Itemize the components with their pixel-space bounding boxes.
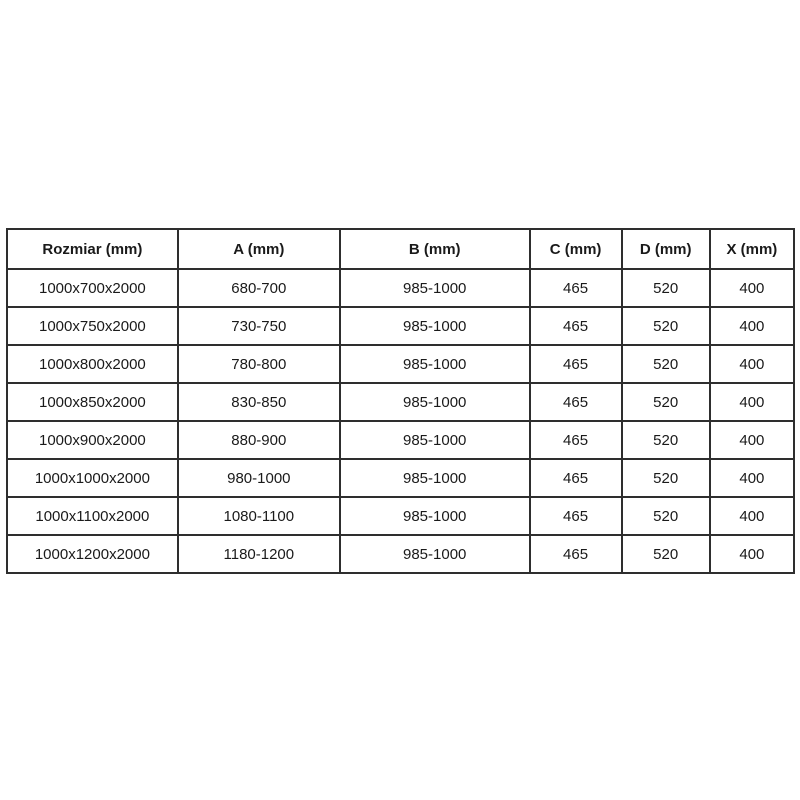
table-cell: 1000x700x2000 — [7, 269, 178, 307]
table-body — [7, 269, 794, 573]
table-cell: 985-1000 — [340, 459, 530, 497]
table-row — [7, 269, 794, 307]
table-cell: 1080-1100 — [178, 497, 340, 535]
table-cell: 880-900 — [178, 421, 340, 459]
table-cell: 1000x1200x2000 — [7, 535, 178, 573]
table-cell: 400 — [710, 497, 794, 535]
table-row — [7, 421, 794, 459]
table-row — [7, 307, 794, 345]
header-row — [7, 229, 794, 269]
table-cell: 985-1000 — [340, 421, 530, 459]
table-cell: 1000x900x2000 — [7, 421, 178, 459]
table-cell: 520 — [622, 421, 710, 459]
table-cell: 400 — [710, 345, 794, 383]
table-cell: 520 — [622, 269, 710, 307]
table-cell: 520 — [622, 383, 710, 421]
table-cell: 465 — [530, 307, 622, 345]
table-cell: 985-1000 — [340, 383, 530, 421]
table-cell: 520 — [622, 459, 710, 497]
table-cell: 465 — [530, 421, 622, 459]
table-row — [7, 497, 794, 535]
table-cell: 1000x1100x2000 — [7, 497, 178, 535]
table-cell: 465 — [530, 459, 622, 497]
table-cell: 985-1000 — [340, 535, 530, 573]
table-cell: 980-1000 — [178, 459, 340, 497]
table-cell: 1000x750x2000 — [7, 307, 178, 345]
table-cell: 400 — [710, 421, 794, 459]
column-header: X (mm) — [710, 229, 794, 269]
table-cell: 400 — [710, 459, 794, 497]
table-cell: 985-1000 — [340, 345, 530, 383]
table-cell: 680-700 — [178, 269, 340, 307]
table-cell: 985-1000 — [340, 307, 530, 345]
table-cell: 465 — [530, 535, 622, 573]
column-header: A (mm) — [178, 229, 340, 269]
table-cell: 400 — [710, 383, 794, 421]
table-cell: 465 — [530, 345, 622, 383]
table-cell: 830-850 — [178, 383, 340, 421]
table-cell: 400 — [710, 535, 794, 573]
table-cell: 730-750 — [178, 307, 340, 345]
table-cell: 400 — [710, 269, 794, 307]
table-cell: 520 — [622, 497, 710, 535]
table-cell: 1180-1200 — [178, 535, 340, 573]
table-cell: 985-1000 — [340, 497, 530, 535]
table-cell: 465 — [530, 269, 622, 307]
column-header: B (mm) — [340, 229, 530, 269]
dimension-spec-table — [6, 228, 795, 574]
column-header: C (mm) — [530, 229, 622, 269]
table-cell: 465 — [530, 383, 622, 421]
table-cell: 520 — [622, 307, 710, 345]
table-cell: 1000x850x2000 — [7, 383, 178, 421]
table-cell: 985-1000 — [340, 269, 530, 307]
table-cell: 400 — [710, 307, 794, 345]
column-header: D (mm) — [622, 229, 710, 269]
table-cell: 780-800 — [178, 345, 340, 383]
table-cell: 1000x1000x2000 — [7, 459, 178, 497]
column-header: Rozmiar (mm) — [7, 229, 178, 269]
table-row — [7, 535, 794, 573]
table-cell: 1000x800x2000 — [7, 345, 178, 383]
table-cell: 520 — [622, 535, 710, 573]
table-cell: 465 — [530, 497, 622, 535]
table-row — [7, 345, 794, 383]
table-row — [7, 459, 794, 497]
table-cell: 520 — [622, 345, 710, 383]
table-row — [7, 383, 794, 421]
